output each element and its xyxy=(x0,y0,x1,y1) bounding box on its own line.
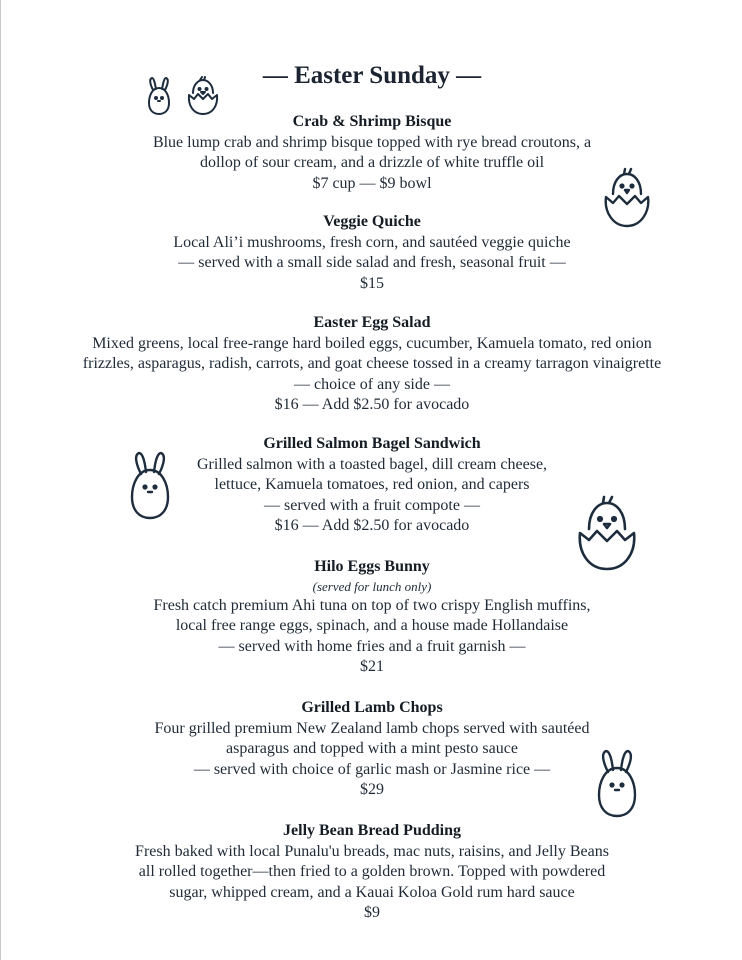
item-description-line: — choice of any side — xyxy=(294,375,450,393)
item-description-line: frizzles, asparagus, radish, carrots, and goat cheese tossed in a creamy tarragon vinaigrette xyxy=(82,355,662,372)
item-description-line: Four grilled premium New Zealand lamb chops served with sautéed xyxy=(154,719,590,737)
item-description-line: dollop of sour cream, and a drizzle of white truffle oil xyxy=(199,154,545,171)
item-price: $15 xyxy=(360,274,384,292)
item-description-line: Fresh catch premium Ahi tuna on top of two crispy English muffins, xyxy=(153,596,591,614)
bunny-egg-icon xyxy=(127,450,173,522)
item-price: $7 cup — $9 bowl xyxy=(312,174,432,192)
item-description-line: — served with a fruit compote — xyxy=(264,496,480,514)
item-description-line: Local Ali’i mushrooms, fresh corn, and sautéed veggie quiche xyxy=(173,233,571,251)
item-price: $9 xyxy=(364,904,380,921)
menu-item-easter-egg-salad xyxy=(21,313,723,416)
item-description-line: — served with home fries and a fruit garnish — xyxy=(218,637,526,655)
bunny-egg-icon xyxy=(594,748,640,820)
item-description-line: Blue lump crab and shrimp bisque topped with rye bread croutons, a xyxy=(152,133,592,151)
menu-title: — Easter Sunday — xyxy=(262,62,482,89)
item-name: Hilo Eggs Bunny xyxy=(314,558,430,575)
item-description-line: Fresh baked with local Punalu'u breads, mac nuts, raisins, and Jelly Beans xyxy=(135,842,609,860)
item-name: Crab & Shrimp Bisque xyxy=(292,113,452,130)
item-description-line: asparagus and topped with a mint pesto sauce xyxy=(226,740,518,757)
menu-item-jelly-bean-bread-pudding xyxy=(41,821,703,924)
item-note: (served for lunch only) xyxy=(312,578,432,594)
item-description-line: — served with choice of garlic mash or Jasmine rice — xyxy=(193,760,551,778)
item-description-line: lettuce, Kamuela tomatoes, red onion, and capers xyxy=(214,476,530,493)
item-price: $16 — Add $2.50 for avocado xyxy=(274,396,470,413)
item-description-line: sugar, whipped cream, and a Kauai Koloa Gold rum hard sauce xyxy=(169,883,575,901)
item-name: Grilled Lamb Chops xyxy=(301,699,443,716)
item-price: $29 xyxy=(360,781,384,798)
item-price: $16 — Add $2.50 for avocado xyxy=(274,517,470,534)
chick-egg-icon xyxy=(186,76,220,116)
item-description-line: — served with a small side salad and fresh, seasonal fruit — xyxy=(178,254,566,271)
item-description-line: Grilled salmon with a toasted bagel, dill cream cheese, xyxy=(196,455,548,473)
item-price: $21 xyxy=(360,658,384,675)
menu-item-hilo-eggs-bunny xyxy=(41,557,703,678)
item-name: Grilled Salmon Bagel Sandwich xyxy=(263,435,481,452)
chick-egg-icon xyxy=(576,493,638,573)
bunny-egg-icon xyxy=(144,76,174,116)
item-name: Jelly Bean Bread Pudding xyxy=(283,822,461,839)
item-description-line: Mixed greens, local free-range hard boiled eggs, cucumber, Kamuela tomato, red onion xyxy=(92,334,652,352)
item-description-line: local free range eggs, spinach, and a house made Hollandaise xyxy=(175,617,569,634)
chick-egg-icon xyxy=(603,166,651,230)
item-name: Veggie Quiche xyxy=(323,213,421,230)
item-name: Easter Egg Salad xyxy=(313,314,431,331)
item-description-line: all rolled together—then fried to a golden brown. Topped with powdered xyxy=(138,863,606,880)
